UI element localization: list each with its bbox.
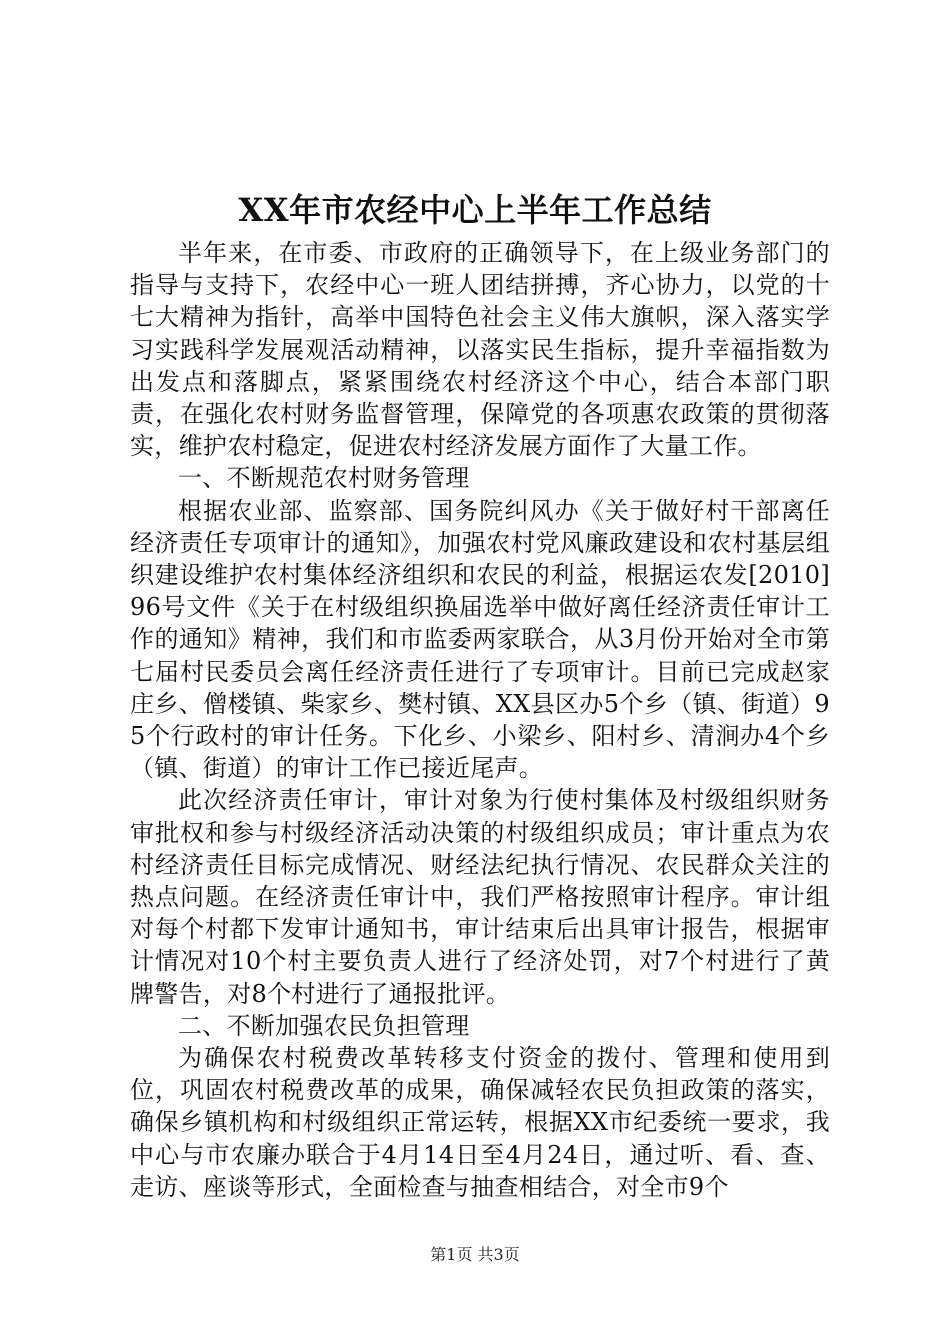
document-body bbox=[130, 237, 830, 1203]
page-number-footer: 第1页 共3页 bbox=[430, 1245, 520, 1264]
section-heading-1: 一、不断规范农村财务管理 bbox=[178, 464, 470, 493]
section-heading-2: 二、不断加强农民负担管理 bbox=[178, 1011, 470, 1040]
paragraph-farmer-burden: 为确保农村税费改革转移支付资金的拨付、管理和使用到位，巩固农村税费改革的成果，确保减轻农民负担政策的落实，确保乡镇机构和村级组织正常运转，根据XX市纪委统一要求，我中心与市农廉办联合于4月14日至4月24日，通过听、看、查、走访、座谈等形式，全面检查与抽查相结合，对全市9个 bbox=[130, 1044, 830, 1201]
document-title: XX年市农经中心上半年工作总结 bbox=[238, 191, 712, 229]
paragraph-audit-background: 根据农业部、监察部、国务院纠风办《关于做好村干部离任经济责任专项审计的通知》，加强农村党风廉政建设和农村基层组织建设维护农村集体经济组织和农民的利益，根据运农发[2010]96号文件《关于在村级组织换届选举中做好离任经济责任审计工作的通知》精神，我们和市监委两家联合，从3月份开始对全市第七届村民委员会离任经济责任进行了专项审计。目前已完成赵家庄乡、僧楼镇、柴家乡、樊村镇、XX县区办5个乡（镇、街道）95个行政村的审计任务。下化乡、小梁乡、阳村乡、清涧办4个乡（镇、街道）的审计工作已接近尾声。 bbox=[130, 496, 830, 783]
paragraph-intro: 半年来，在市委、市政府的正确领导下，在上级业务部门的指导与支持下，农经中心一班人团结拼搏，齐心协力，以党的十七大精神为指针，高举中国特色社会主义伟大旗帜，深入落实学习实践科学发展观活动精神，以落实民生指标，提升幸福指数为出发点和落脚点，紧紧围绕农村经济这个中心，结合本部门职责，在强化农村财务监督管理，保障党的各项惠农政策的贯彻落实，维护农村稳定，促进农村经济发展方面作了大量工作。 bbox=[130, 239, 830, 461]
paragraph-audit-details: 此次经济责任审计，审计对象为行使村集体及村级组织财务审批权和参与村级经济活动决策的村级组织成员；审计重点为农村经济责任目标完成情况、财经法纪执行情况、农民群众关注的热点问题。在经济责任审计中，我们严格按照审计程序。审计组对每个村都下发审计通知书，审计结束后出具审计报告，根据审计情况对10个村主要负责人进行了经济处罚，对7个村进行了黄牌警告，对8个村进行了通报批评。 bbox=[130, 786, 830, 1008]
